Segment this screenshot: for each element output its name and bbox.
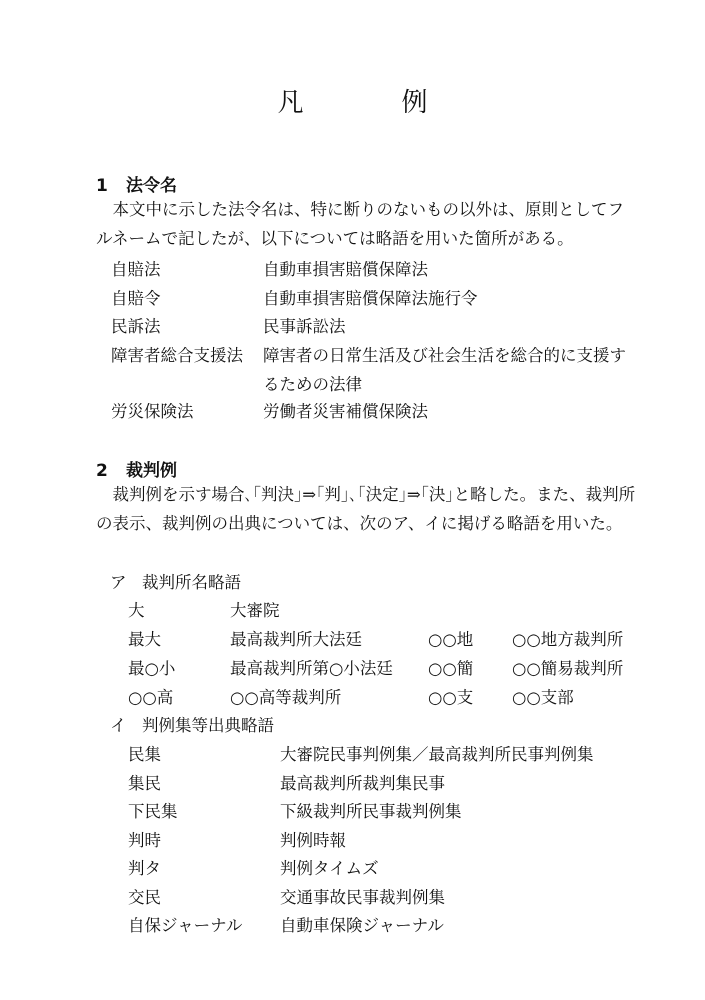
full-name: 自動車損害賠償保障法: [263, 260, 428, 279]
section-title: 法令名: [126, 176, 177, 196]
court-name: 最高裁判所大法廷: [230, 630, 362, 649]
full-name: 民事訴訟法: [263, 317, 346, 336]
subsection-b: [110, 712, 274, 736]
subsection-label: イ: [110, 716, 127, 735]
court-abbr: 最大: [128, 630, 161, 649]
source-abbr: 判時: [128, 831, 161, 850]
abbreviation: 障害者総合支援法: [111, 346, 243, 365]
source-abbr: 集民: [128, 774, 161, 793]
full-name: 自動車損害賠償保障法施行令: [263, 289, 478, 308]
court-name: ○○支部: [512, 688, 574, 707]
full-name: 労働者災害補償保険法: [263, 402, 428, 421]
section-paragraph-2: 裁判例を示す場合､｢判決｣⇒｢判｣､｢決定｣⇒｢決｣と略した。また、裁判所の表示、裁判例の出典については、次のア、イに掲げる略語を用いた。: [96, 485, 636, 533]
court-abbr: 大: [128, 601, 145, 620]
source-abbr: 交民: [128, 888, 161, 907]
page-title: 凡 例: [277, 88, 464, 118]
court-abbr: ○○地: [428, 630, 474, 649]
abbreviation: 自賠法: [111, 260, 161, 279]
court-abbr: 最○小: [128, 659, 176, 678]
court-abbr: ○○高: [128, 688, 174, 707]
source-abbr: 下民集: [128, 802, 178, 821]
source-name: 下級裁判所民事裁判例集: [280, 802, 462, 821]
source-name: 判例時報: [280, 831, 346, 850]
section-number: 2: [96, 461, 108, 481]
source-name: 交通事故民事裁判例集: [280, 888, 445, 907]
source-name: 最高裁判所裁判集民事: [280, 774, 445, 793]
subsection-title: 判例集等出典略語: [142, 716, 274, 735]
court-name: ○○高等裁判所: [230, 688, 342, 707]
abbreviation: 労災保険法: [111, 402, 194, 421]
abbreviation: 民訴法: [111, 317, 161, 336]
subsection-title: 裁判所名略語: [142, 573, 241, 592]
section-number: 1: [96, 176, 108, 196]
court-abbr: ○○簡: [428, 659, 474, 678]
full-name: 障害者の日常生活及び社会生活を総合的に支援するための法律: [263, 346, 626, 394]
subsection-a: [110, 569, 241, 593]
section-heading-1: [96, 171, 177, 196]
source-name: 自動車保険ジャーナル: [280, 916, 444, 935]
section-paragraph-1: 本文中に示した法令名は、特に断りのないもの以外は、原則としてフルネームで記したが、以下については略語を用いた箇所がある。: [96, 200, 624, 248]
abbreviation: 自賠令: [111, 289, 161, 308]
source-abbr: 判タ: [128, 859, 161, 878]
source-abbr: 自保ジャーナル: [128, 916, 243, 935]
court-abbr: ○○支: [428, 688, 474, 707]
section-heading-2: [96, 456, 177, 481]
source-name: 判例タイムズ: [280, 859, 379, 878]
subsection-label: ア: [110, 573, 127, 592]
court-name: ○○地方裁判所: [512, 630, 624, 649]
source-name: 大審院民事判例集／最高裁判所民事判例集: [280, 745, 594, 764]
section-title: 裁判例: [126, 461, 177, 481]
court-name: ○○簡易裁判所: [512, 659, 624, 678]
court-name: 最高裁判所第○小法廷: [230, 659, 393, 678]
source-abbr: 民集: [128, 745, 161, 764]
court-name: 大審院: [230, 601, 280, 620]
